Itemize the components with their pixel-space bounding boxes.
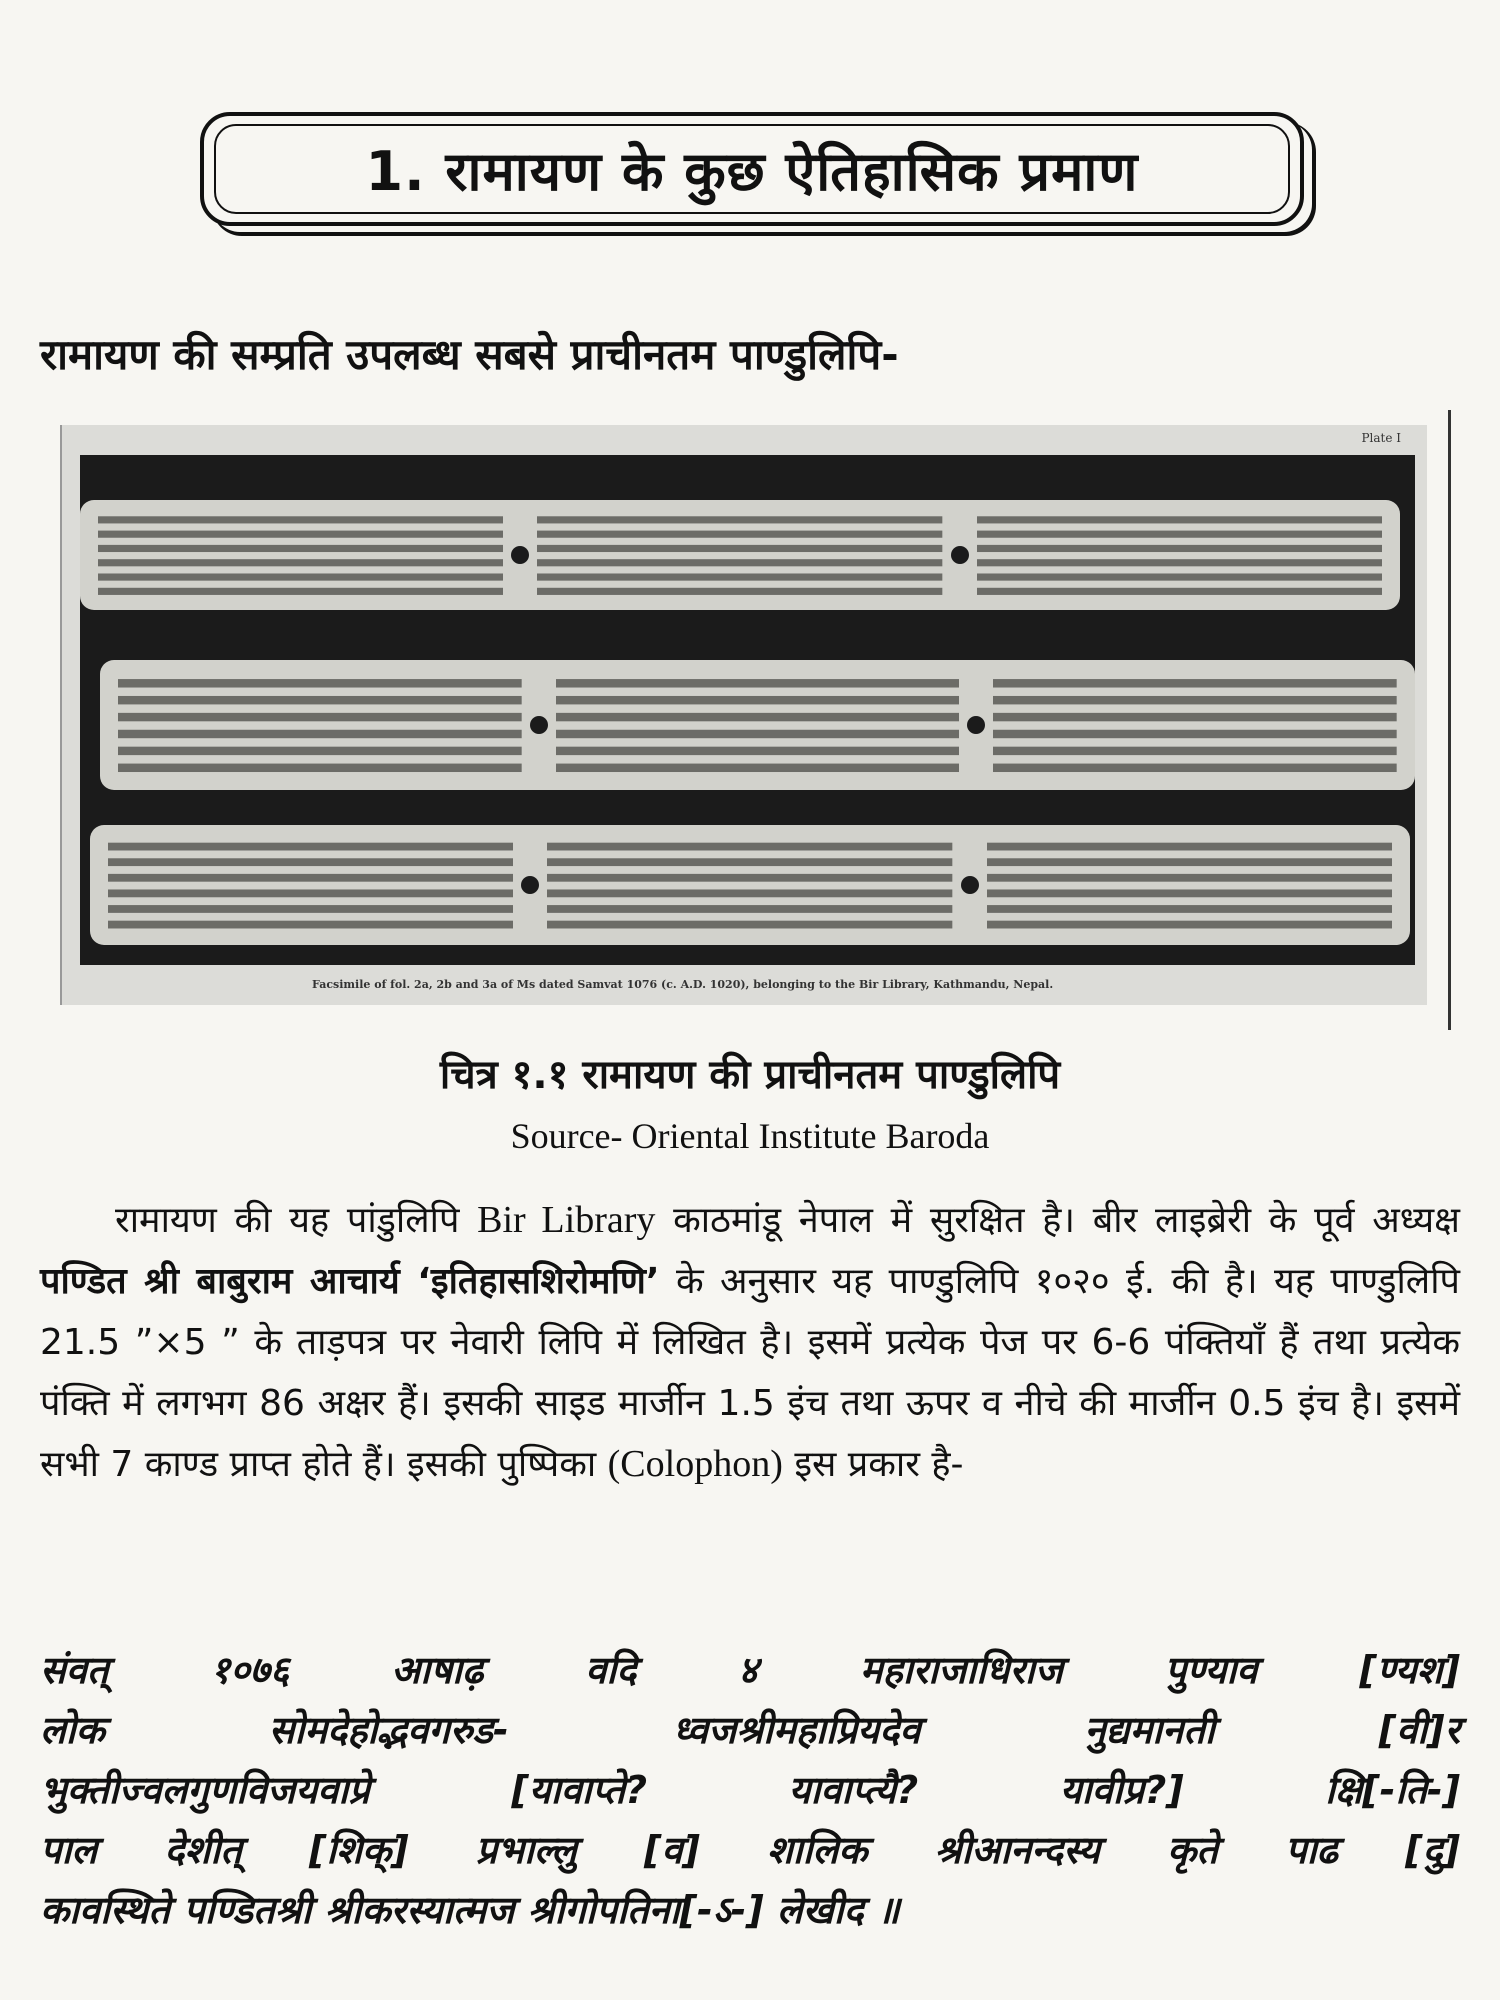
colophon-line: कावस्थिते पण्डितश्री श्रीकरस्यात्मज श्रीगोपतिना[-ऽ-] लेखीद ॥ xyxy=(40,1888,900,1932)
script-line xyxy=(977,545,1382,552)
script-line xyxy=(993,679,1397,687)
script-line xyxy=(556,713,960,721)
script-line xyxy=(556,764,960,772)
photo-caption: Facsimile of fol. 2a, 2b and 3a of Ms dated Samvat 1076 (c. A.D. 1020), belonging to the Bir Library, Kathmandu, Nepal. xyxy=(312,978,1054,991)
script-line xyxy=(98,574,503,581)
colophon-line: संवत् १०७६ आषाढ़ वदि ४ महाराजाधिराज पुण्याव [ण्यश] xyxy=(40,1648,1460,1692)
para-text: काठमांडू नेपाल में सुरक्षित है। बीर लाइब्रेरी के पूर्व अध्यक्ष xyxy=(655,1200,1460,1241)
leaf-hole xyxy=(961,876,979,894)
para-text: इस प्रकार है- xyxy=(782,1444,964,1485)
manuscript-photo xyxy=(60,425,1427,1005)
script-line xyxy=(108,921,513,929)
script-line xyxy=(987,921,1392,929)
script-line xyxy=(556,679,960,687)
colophon-line: पाल देशीत् [शिक्] प्रभाल्लु [व] शालिक श्रीआनन्दस्य कृते पाढ [दु] xyxy=(40,1828,1460,1872)
script-line xyxy=(547,905,952,913)
colophon-line: लोक सोमदेहोद्भवगरुड- ध्वजश्रीमहाप्रियदेव नुद्यमानती [वी]र xyxy=(40,1708,1460,1752)
script-line xyxy=(108,843,513,851)
script-line xyxy=(537,588,942,595)
palm-leaf-3 xyxy=(90,825,1410,945)
script-line xyxy=(118,696,522,704)
script-line xyxy=(993,764,1397,772)
script-line xyxy=(108,905,513,913)
leaf-text-block xyxy=(977,512,1382,598)
leaf-text-block xyxy=(556,674,960,775)
para-latin: (Colophon) xyxy=(607,1443,783,1485)
script-line xyxy=(987,874,1392,882)
leaf-hole xyxy=(521,876,539,894)
leaf-hole xyxy=(951,546,969,564)
para-bold-name: पण्डित श्री बाबुराम आचार्य ‘इतिहासशिरोमणि’ xyxy=(40,1261,660,1302)
plate-label: Plate I xyxy=(1361,431,1401,445)
para-latin: Bir Library xyxy=(477,1199,656,1241)
leaf-text-block xyxy=(108,838,513,932)
script-line xyxy=(977,516,1382,523)
leaf-text-block xyxy=(118,674,522,775)
script-line xyxy=(993,713,1397,721)
leaf-text-block xyxy=(547,838,952,932)
leaf-hole xyxy=(530,716,548,734)
para-text: रामायण की यह पांडुलिपि xyxy=(115,1200,478,1241)
script-line xyxy=(98,516,503,523)
colophon-line: भुक्तीज्वलगुणविजयवाप्रे [यावाप्ते? यावाप्त्यै? यावीप्र?] क्षि[-ति-] xyxy=(40,1768,1460,1812)
section-subheading: रामायण की सम्प्रति उपलब्ध सबसे प्राचीनतम पाण्डुलिपि- xyxy=(40,330,899,379)
script-line xyxy=(987,843,1392,851)
script-line xyxy=(108,874,513,882)
leaf-script-lines xyxy=(556,674,960,775)
script-line xyxy=(98,531,503,538)
leaf-text-block xyxy=(537,512,942,598)
leaf-script-lines xyxy=(118,674,522,775)
script-line xyxy=(977,574,1382,581)
leaf-script-lines xyxy=(993,674,1397,775)
script-line xyxy=(98,588,503,595)
script-line xyxy=(977,588,1382,595)
script-line xyxy=(118,730,522,738)
page-edge-line xyxy=(1448,410,1451,1030)
chapter-title: 1. रामायण के कुछ ऐतिहासिक प्रमाण xyxy=(365,140,1139,203)
script-line xyxy=(993,747,1397,755)
script-line xyxy=(556,747,960,755)
script-line xyxy=(987,905,1392,913)
script-line xyxy=(537,545,942,552)
script-line xyxy=(537,531,942,538)
script-line xyxy=(98,559,503,566)
script-line xyxy=(118,747,522,755)
script-line xyxy=(547,921,952,929)
leaf-text-block xyxy=(993,674,1397,775)
body-paragraph xyxy=(40,1190,1460,1495)
script-line xyxy=(977,531,1382,538)
script-line xyxy=(98,545,503,552)
script-line xyxy=(537,559,942,566)
script-line xyxy=(547,874,952,882)
leaf-script-lines xyxy=(987,838,1392,932)
script-line xyxy=(987,858,1392,866)
script-line xyxy=(556,730,960,738)
script-line xyxy=(118,679,522,687)
leaf-script-lines xyxy=(547,838,952,932)
script-line xyxy=(118,764,522,772)
leaf-script-lines xyxy=(108,838,513,932)
script-line xyxy=(987,890,1392,898)
script-line xyxy=(537,516,942,523)
script-line xyxy=(108,858,513,866)
script-line xyxy=(547,890,952,898)
script-line xyxy=(993,730,1397,738)
palm-leaf-1 xyxy=(80,500,1400,610)
script-line xyxy=(537,574,942,581)
leaf-hole xyxy=(511,546,529,564)
script-line xyxy=(993,696,1397,704)
leaf-text-block xyxy=(98,512,503,598)
manuscript-plate xyxy=(80,455,1415,965)
script-line xyxy=(556,696,960,704)
script-line xyxy=(108,890,513,898)
figure-caption: चित्र १.१ रामायण की प्राचीनतम पाण्डुलिपि xyxy=(439,1052,1061,1098)
palm-leaf-2 xyxy=(100,660,1415,790)
leaf-script-lines xyxy=(98,512,503,598)
leaf-hole xyxy=(967,716,985,734)
colophon-quote xyxy=(40,1640,1460,1940)
leaf-text-block xyxy=(987,838,1392,932)
script-line xyxy=(977,559,1382,566)
script-line xyxy=(547,843,952,851)
leaf-script-lines xyxy=(537,512,942,598)
figure-source: Source- Oriental Institute Baroda xyxy=(510,1116,990,1156)
chapter-title-box xyxy=(200,112,1304,226)
script-line xyxy=(118,713,522,721)
leaf-script-lines xyxy=(977,512,1382,598)
para-text: के अनुसार यह पाण्डुलिपि १०२० ई. की है। यह पाण्डुलिपि 21.5 ”×5 ” के ताड़पत्र पर नेवारी लिपि में लिखित है। इसमें प्रत्येक पेज पर 6-6 पंक्तियाँ हैं तथा प्रत्येक पंक्ति में लगभग 86 अक्षर हैं। इसकी साइड मार्जीन 1.5 इंच तथा ऊपर व नीचे की मार्जीन 0.5 इंच है। इसमें सभी 7 काण्ड प्राप्त होते हैं। इसकी पुष्पिका xyxy=(40,1261,1460,1485)
script-line xyxy=(547,858,952,866)
